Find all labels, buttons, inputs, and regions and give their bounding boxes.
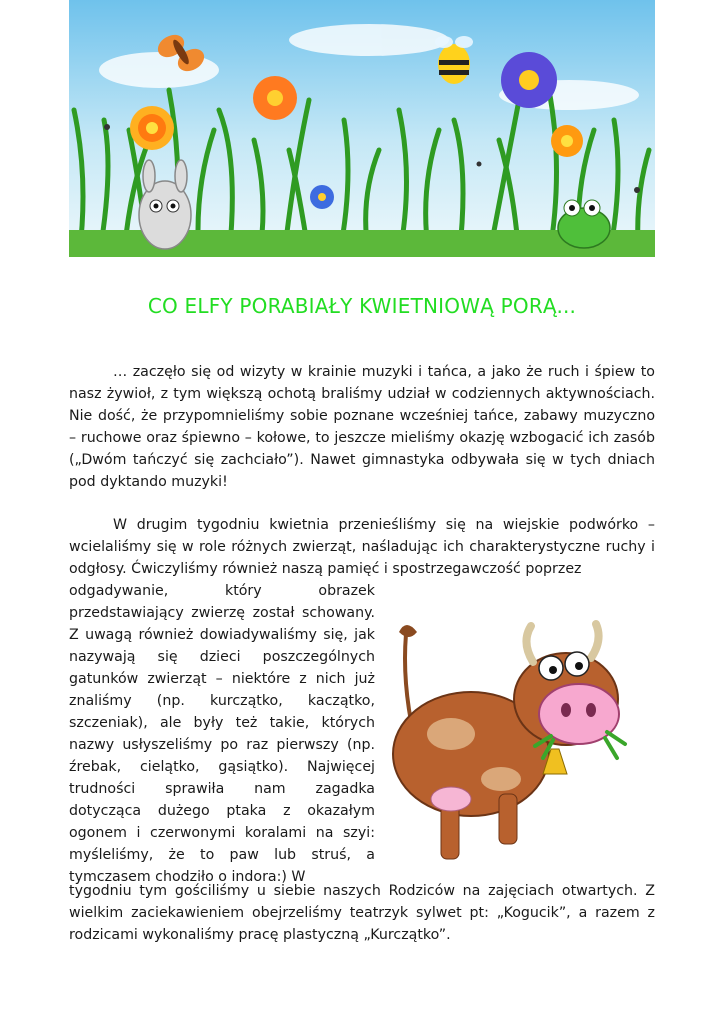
orange-flower-icon: [253, 76, 297, 120]
paragraph-text: W drugim tygodniu kwietnia przenieśliśmy się na wiejskie podwórko – wcielaliśmy się w role różnych zwierząt, naśladując ich charakterystyczne ruchy i odgłosy. Ćwiczyliśmy również naszą pamięć i spostrzegawczość poprzez: [69, 517, 655, 577]
paragraph-text: … zaczęło się od wizyty w krainie muzyki i tańca, a jako że ruch i śpiew to nasz żywioł, z tym większą ochotą braliśmy udział w codziennych aktywnościach. Nie dość, że przypomnieliśmy sobie poznane wcześniej tańce, zabawy muzyczno – ruchowe oraz śpiewno – kołowe, to jeszcze mieliśmy okazję wzbogacić ich zasób („Dwóm tańczyć się zachciało”). Nawet gimnastyka odbywała się w tych dniach pod dyktando muzyki!: [69, 364, 655, 490]
paragraph-farm-continued: [69, 866, 655, 960]
blue-flower-icon: [501, 52, 557, 108]
page-title: CO ELFY PORABIAŁY KWIETNIOWĄ PORĄ...: [147, 294, 577, 318]
paragraph-intro: [69, 361, 655, 493]
blue-flower-icon: [310, 185, 334, 209]
orange-flower-icon: [551, 125, 583, 157]
paragraph-text: tygodniu tym gościliśmy u siebie naszych Rodziców na zajęciach otwartych. Z wielkim zaciekawieniem obejrzeliśmy teatrzyk sylwet pt: „Kogucik”, a razem z rodzicami wykonaliśmy pracę plastyczną „Kurczątko”.: [69, 883, 655, 944]
paragraph-text-wrapped: odgadywanie, który obrazek przedstawiający zwierzę został schowany. Z uwagą również dowiadywaliśmy się, jak nazywają się dzieci poszczególnych gatunków zwierząt – niektóre z nich już znaliśmy (np. kurczątko, kaczątko, szczeniak), ale były też takie, których nazwy usłyszeliśmy po raz pierwszy (np. źrebak, cielątko, gąsiątko). Najwięcej trudności sprawiła nam zagadka dotycząca dużego ptaka z okazałym ogonem i czerwonymi koralami na szyi: myśleliśmy, że to paw lub struś, a tymczasem chodziło o indora:) W: [69, 583, 375, 885]
cow-illustration: [381, 614, 663, 876]
orange-flower-icon: [130, 106, 174, 150]
spring-meadow-banner: [69, 0, 655, 257]
